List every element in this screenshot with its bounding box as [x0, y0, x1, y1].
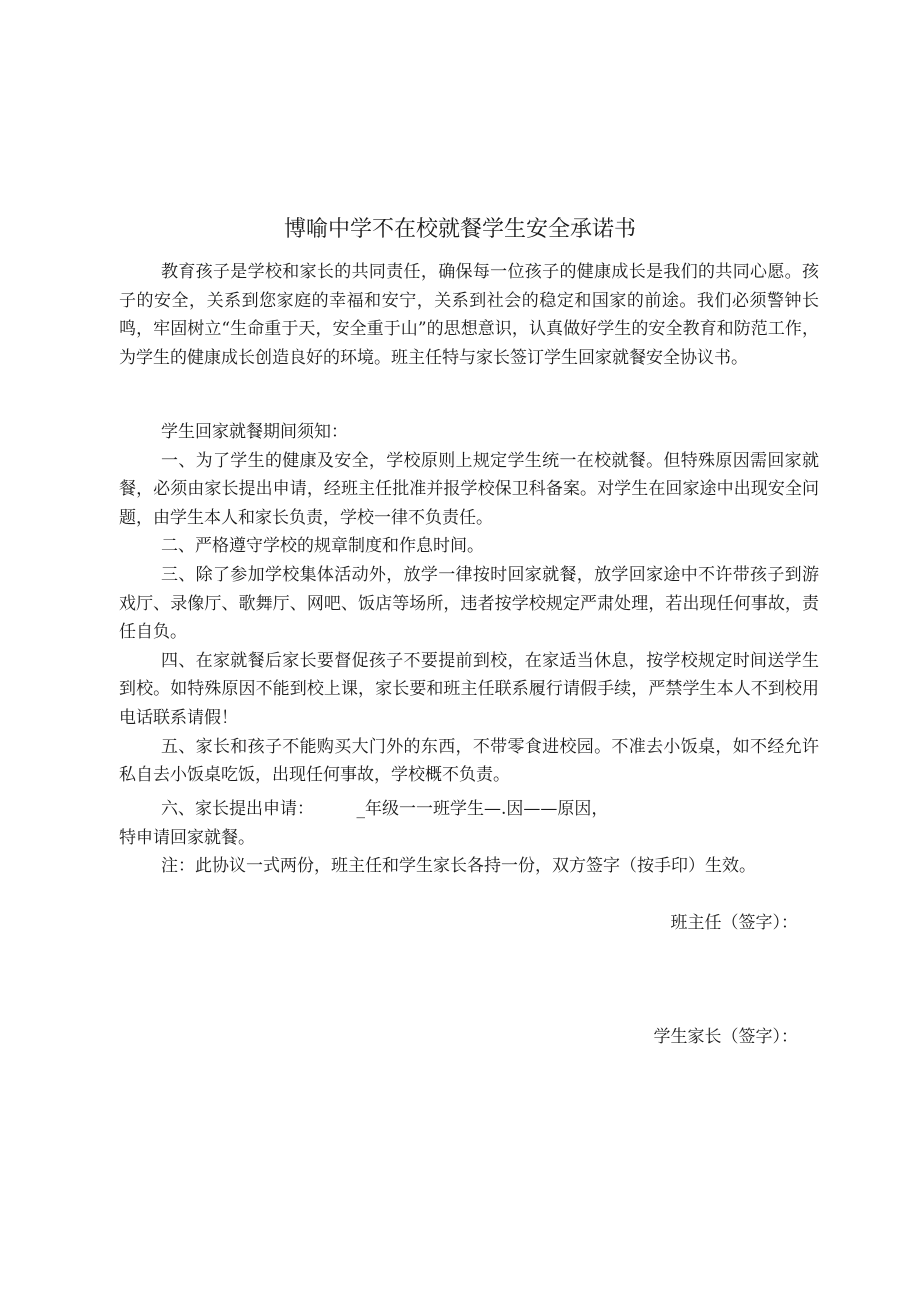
document-title: 博喻中学不在校就餐学生安全承诺书 [283, 217, 636, 242]
intro-paragraph: 教育孩子是学校和家长的共同责任，确保每一位孩子的健康成长是我们的共同心愿。孩子的安全，关系到您家庭的幸福和安宁，关系到社会的稳定和国家的前途。我们必须警钟长鸣，牢固树立“生命重于天，安全重于山”的思想意识，认真做好学生的安全教育和防范工作，为学生的健康成长创造良好的环境。班主任特与家长签订学生回家就餐安全协议书。 [119, 262, 819, 368]
rule-item: 四、在家就餐后家长要督促孩子不要提前到校，在家适当休息，按学校规定时间送学生到校。如特殊原因不能到校上课，家长要和班主任联系履行请假手续，严禁学生本人不到校用电话联系请假！ [119, 650, 819, 728]
rule-item: 五、家长和孩子不能购买大门外的东西，不带零食进校园。不准去小饭桌，如不经允许私自去小饭桌吃饭，出现任何事故，学校概不负责。 [119, 736, 819, 786]
notice-heading: 学生回家就餐期间须知： [161, 422, 348, 442]
application-line: 六、家长提出申请： _年级一一班学生—.因——原因， [161, 799, 609, 819]
rule-item: 三、除了参加学校集体活动外，放学一律按时回家就餐，放学回家途中不许带孩子到游戏厅、录像厅、歌舞厅、网吧、饭店等场所，违者按学校规定严肃处理，若出现任何事故，责任自负。 [119, 564, 819, 643]
intro-section [119, 258, 819, 372]
parent-signature-label: 学生家长（签字）： [653, 1027, 798, 1047]
notice-section [119, 418, 819, 790]
rule-item: 一、为了学生的健康及安全，学校原则上规定学生统一在校就餐。但特殊原因需回家就餐，必须由家长提出申请，经班主任批准并报学校保卫科备案。对学生在回家途中出现安全问题，由学生本人和家长负责，学校一律不负责任。 [119, 450, 819, 528]
rule-item: 二、严格遵守学校的规章制度和作息时间。 [161, 536, 484, 557]
application-line-continued: 特申请回家就餐。 [119, 827, 255, 848]
application-section [119, 795, 819, 881]
teacher-signature-label: 班主任（签字）： [670, 913, 798, 933]
agreement-note: 注：此协议一式两份，班主任和学生家长各持一份，双方签字（按手印）生效。 [161, 856, 756, 877]
